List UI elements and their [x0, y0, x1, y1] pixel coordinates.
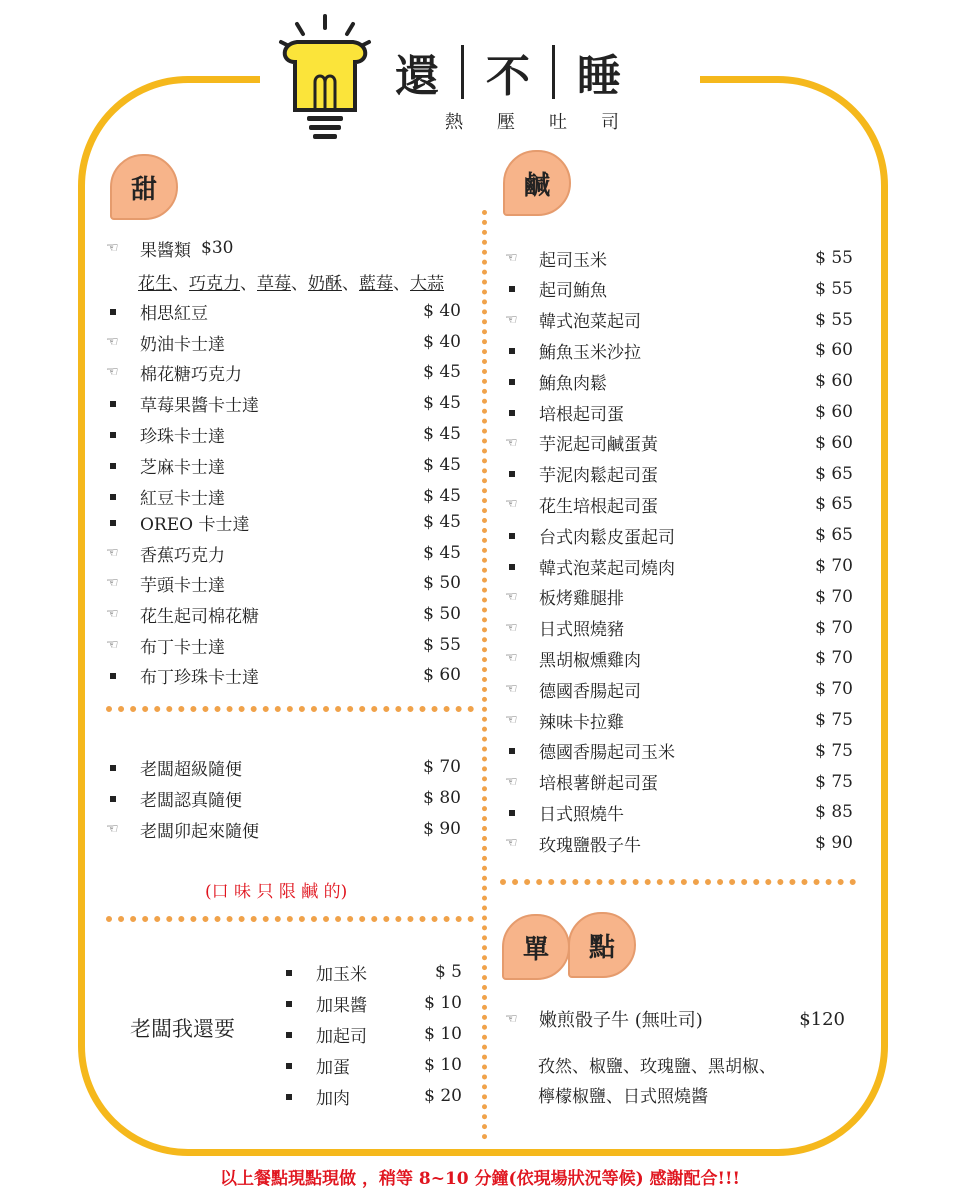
item-name: 紅豆卡士達 [140, 488, 225, 509]
item-price: $ 90 [815, 833, 853, 854]
flavor: 藍莓 [359, 274, 393, 294]
addon-item [282, 1082, 462, 1110]
item-price: $ 55 [815, 309, 853, 330]
hand-icon: ☜ [505, 650, 518, 667]
item-name: 芋頭卡士達 [140, 575, 225, 596]
hand-icon: ☜ [505, 835, 518, 852]
item-price: $ 55 [815, 278, 853, 299]
item-price: $ 45 [423, 362, 461, 382]
flavor: 巧克力 [189, 274, 240, 294]
menu-item-salty [505, 706, 853, 734]
hand-icon: ☜ [505, 619, 518, 636]
menu-item-salty [505, 552, 853, 580]
menu-item-sweet [106, 539, 461, 567]
item-price: $ 70 [423, 757, 461, 777]
flavor: 奶酥 [308, 274, 342, 294]
jam-flavors [138, 269, 444, 294]
item-name: 老闆超級隨便 [140, 759, 242, 780]
flavor-sep: 、 [342, 274, 359, 294]
sauce-options-line-1: 孜然、椒鹽、玫瑰鹽、黑胡椒、 [538, 1057, 776, 1077]
flavor-sep: 、 [172, 274, 189, 294]
section-divider [106, 706, 474, 712]
menu-item-salty [505, 737, 853, 765]
item-price: $ 60 [815, 402, 853, 422]
hand-icon: ☜ [505, 681, 518, 698]
hand-icon: ☜ [106, 821, 119, 837]
item-price: $ 70 [815, 648, 853, 669]
hand-icon: ☜ [505, 588, 518, 605]
item-price: $ 50 [423, 604, 461, 624]
menu-item-salty [505, 768, 853, 796]
item-price: $ 55 [815, 248, 853, 268]
menu-item-salty [505, 675, 853, 703]
item-name: 德國香腸起司 [539, 681, 641, 702]
bullet-square-icon [106, 760, 140, 775]
item-price: $ 60 [815, 371, 853, 392]
item-price: $ 40 [423, 301, 461, 321]
item-price: $ 40 [423, 332, 461, 352]
menu-item-salty [505, 398, 853, 426]
bullet-square-icon [505, 466, 539, 481]
item-name: 珍珠卡士達 [140, 426, 225, 447]
item-price: $ 75 [815, 740, 853, 761]
item-name: 草莓果醬卡士達 [140, 395, 259, 416]
item-name: 加蛋 [316, 1057, 350, 1078]
item-price: $ 85 [815, 802, 853, 823]
item-price: $ 45 [423, 455, 461, 475]
item-price: $ 70 [815, 556, 853, 576]
item-price: $ 65 [815, 525, 853, 546]
item-name: 黑胡椒燻雞肉 [539, 650, 641, 671]
hand-icon: ☜ [106, 240, 119, 256]
hand-icon: ☜ [106, 545, 119, 561]
brand-title [395, 40, 643, 104]
hand-icon: ☜ [505, 1011, 518, 1027]
item-price: $ 20 [424, 1086, 462, 1106]
bullet-square-icon [106, 458, 140, 473]
item-price: $ 10 [424, 1055, 462, 1075]
item-price: $ 5 [434, 962, 462, 982]
item-price: $ 45 [423, 512, 461, 532]
item-price: $ 55 [423, 635, 461, 655]
menu-item-salty [505, 521, 853, 549]
subtitle-char: 吐 [549, 112, 567, 133]
hand-icon: ☜ [106, 364, 119, 380]
item-name: 香蕉巧克力 [140, 545, 225, 566]
item-price: $ 75 [815, 710, 853, 730]
menu-item-sweet [106, 482, 461, 510]
hand-icon: ☜ [505, 250, 518, 266]
item-name: 培根起司蛋 [539, 404, 624, 425]
menu-item-sweet [106, 328, 461, 356]
item-name: 韓式泡菜起司 [539, 312, 641, 333]
item-name: 加肉 [316, 1088, 350, 1109]
item-price: $ 80 [423, 788, 461, 808]
flavor: 大蒜 [410, 274, 444, 294]
item-name: 花生培根起司蛋 [539, 496, 658, 517]
hand-icon: ☜ [505, 311, 518, 328]
item-name: 辣味卡拉雞 [539, 712, 624, 733]
hand-icon: ☜ [505, 496, 518, 513]
hand-icon: ☜ [505, 773, 518, 790]
bullet-square-icon [106, 427, 140, 442]
item-name: 日式照燒牛 [539, 804, 624, 825]
addon-item [282, 1051, 462, 1079]
lightbulb-toast-logo [275, 14, 375, 144]
menu-item-salty [505, 583, 853, 611]
item-name: 芋泥起司鹹蛋黃 [539, 435, 658, 456]
item-price: $ 60 [815, 432, 853, 453]
bullet-square-icon [505, 374, 539, 389]
subtitle-char: 壓 [497, 112, 515, 133]
menu-item-salty [505, 798, 853, 826]
item-price: $ 45 [423, 486, 461, 506]
menu-item-salty [505, 490, 853, 518]
item-price: $30 [201, 238, 234, 258]
addons-label: 老闆我還要 [130, 1017, 235, 1041]
section-sweet-badge: 甜 [110, 154, 178, 220]
bullet-square-icon [106, 515, 140, 530]
item-name: 相思紅豆 [140, 303, 208, 324]
bullet-square-icon [505, 805, 539, 820]
footer-notice: 以上餐點現點現做 ，稍等 8~10 分鐘(依現場狀況等候) 感謝配合!!! [220, 1169, 740, 1189]
menu-item-sweet [106, 508, 461, 536]
hand-icon: ☜ [106, 334, 119, 350]
menu-item-salty [505, 336, 853, 364]
item-price: $ 70 [815, 586, 853, 607]
item-name: 加玉米 [316, 964, 367, 985]
item-price: $ 60 [815, 340, 853, 361]
item-price: $ 50 [423, 573, 461, 593]
item-price: $ 45 [423, 393, 461, 413]
section-salty-badge: 鹹 [503, 150, 571, 216]
menu-item-sweet [106, 631, 461, 659]
item-name: 花生起司棉花糖 [140, 606, 259, 627]
menu-item-boss [106, 753, 461, 781]
item-name: 老闆卯起來隨便 [140, 821, 259, 842]
item-price: $ 45 [423, 543, 461, 563]
subtitle-char: 熱 [445, 112, 463, 133]
item-name: 奶油卡士達 [140, 334, 225, 355]
item-name: 韓式泡菜起司燒肉 [539, 558, 675, 579]
brand-char-2: 不 [486, 51, 530, 102]
item-name: 嫩煎骰子牛 (無吐司) [539, 1010, 703, 1031]
section-divider [500, 879, 856, 885]
item-name: 玫瑰鹽骰子牛 [539, 835, 641, 856]
flavor-sep: 、 [240, 274, 257, 294]
item-price: $ 70 [815, 617, 853, 638]
item-price: $ 65 [815, 463, 853, 484]
item-name: OREO 卡士達 [140, 514, 250, 535]
bullet-square-icon [282, 1027, 316, 1042]
bullet-square-icon [505, 281, 539, 296]
addon-item [282, 958, 462, 986]
menu-item-salty [505, 644, 853, 672]
flavor-sep: 、 [393, 274, 410, 294]
item-name: 老闆認真隨便 [140, 790, 242, 811]
item-name: 台式肉鬆皮蛋起司 [539, 527, 675, 548]
menu-item-boss [106, 815, 461, 843]
item-price: $ 70 [815, 679, 853, 700]
bullet-square-icon [106, 396, 140, 411]
item-name: 鮪魚肉鬆 [539, 373, 607, 394]
brand-subtitle [445, 108, 619, 134]
brand-char-1: 還 [395, 51, 439, 102]
item-name: 芋泥肉鬆起司蛋 [539, 466, 658, 487]
hand-icon: ☜ [106, 575, 119, 591]
item-price: $ 65 [815, 494, 853, 515]
section-single-badge-2: 點 [568, 912, 636, 978]
flavor: 花生 [138, 274, 172, 294]
section-divider [106, 916, 474, 922]
menu-item-sweet [106, 451, 461, 479]
item-name: 芝麻卡士達 [140, 457, 225, 478]
item-name: 布丁卡士達 [140, 637, 225, 658]
bullet-square-icon [282, 996, 316, 1011]
subtitle-char: 司 [601, 112, 619, 133]
bullet-square-icon [106, 791, 140, 806]
item-name: 起司鮪魚 [539, 281, 607, 302]
sauce-options-line-2: 檸檬椒鹽、日式照燒醬 [538, 1087, 708, 1107]
addon-item [282, 1020, 462, 1048]
menu-item-salty [505, 244, 853, 272]
flavor: 草莓 [257, 274, 291, 294]
menu-item-salty [505, 429, 853, 457]
item-price: $120 [799, 1008, 845, 1030]
hand-icon: ☜ [505, 712, 518, 728]
menu-item-salty [505, 460, 853, 488]
item-name: 加起司 [316, 1026, 367, 1047]
menu-item-single [505, 1005, 845, 1033]
item-price: $ 10 [424, 993, 462, 1013]
item-price: $ 75 [815, 771, 853, 792]
menu-item-salty [505, 275, 853, 303]
bullet-square-icon [505, 343, 539, 358]
hand-icon: ☜ [106, 606, 119, 622]
bullet-square-icon [505, 528, 539, 543]
item-price: $ 45 [423, 424, 461, 444]
item-name: 德國香腸起司玉米 [539, 743, 675, 764]
bullet-square-icon [282, 1089, 316, 1104]
addon-item [282, 989, 462, 1017]
menu-item-sweet [106, 420, 461, 448]
bullet-square-icon [505, 743, 539, 758]
menu-item-sweet [106, 389, 461, 417]
column-divider [482, 210, 487, 1140]
item-name: 果醬類 [140, 240, 191, 261]
item-name: 日式照燒豬 [539, 620, 624, 641]
item-name: 起司玉米 [539, 250, 607, 271]
bullet-square-icon [106, 668, 140, 683]
bullet-square-icon [505, 559, 539, 574]
menu-item-jam [106, 234, 466, 262]
brand-char-3: 睡 [577, 51, 621, 102]
menu-item-sweet [106, 661, 461, 689]
bullet-square-icon [106, 489, 140, 504]
bullet-square-icon [106, 304, 140, 319]
menu-item-boss [106, 784, 461, 812]
menu-item-sweet [106, 358, 461, 386]
menu-item-sweet [106, 569, 461, 597]
item-name: 布丁珍珠卡士達 [140, 667, 259, 688]
item-name: 鮪魚玉米沙拉 [539, 342, 641, 363]
menu-item-sweet [106, 297, 461, 325]
item-name: 加果醬 [316, 995, 367, 1016]
menu-item-salty [505, 367, 853, 395]
menu-item-salty [505, 614, 853, 642]
menu-item-salty [505, 829, 853, 857]
item-name: 培根薯餅起司蛋 [539, 774, 658, 795]
bullet-square-icon [282, 965, 316, 980]
menu-item-salty [505, 306, 853, 334]
hand-icon: ☜ [106, 637, 119, 653]
bullet-square-icon [505, 405, 539, 420]
menu-item-sweet [106, 600, 461, 628]
item-price: $ 10 [424, 1024, 462, 1044]
flavor-sep: 、 [291, 274, 308, 294]
bullet-square-icon [282, 1058, 316, 1073]
section-single-badge-1: 單 [502, 914, 570, 980]
flavor-note: (口 味 只 限 鹹 的) [205, 882, 348, 902]
item-price: $ 90 [423, 819, 461, 839]
hand-icon: ☜ [505, 434, 518, 451]
item-name: 板烤雞腿排 [539, 589, 624, 610]
item-price: $ 60 [423, 665, 461, 685]
item-name: 棉花糖巧克力 [140, 364, 242, 385]
